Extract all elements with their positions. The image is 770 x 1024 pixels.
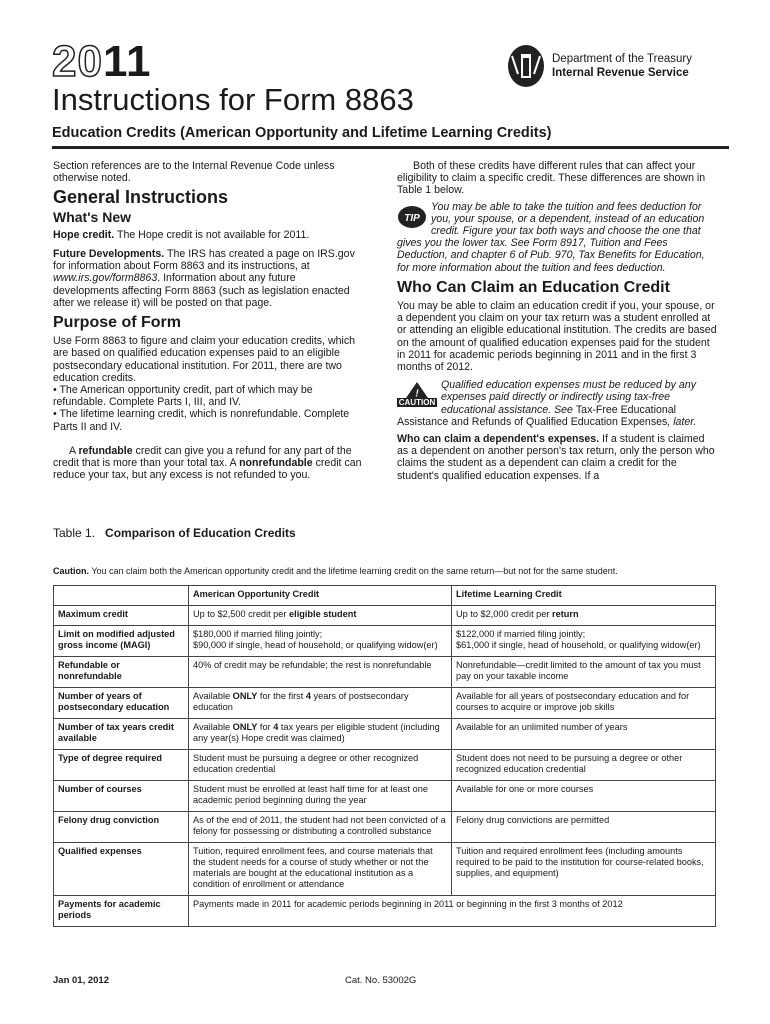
text-segment: Tax-Free Educational Assistance and Refunds of Qualified Education Expenses	[397, 403, 676, 428]
text-segment: Payments made in 2011 for academic periods beginning in 2011 or beginning in the first 3 months of 2012	[193, 899, 623, 909]
general-instructions-heading: General Instructions	[53, 187, 229, 208]
cell-aoc	[189, 626, 452, 657]
cell-aoc	[189, 812, 452, 843]
cell-aoc	[189, 843, 452, 896]
row-label: Number of years of postsecondary education	[54, 688, 189, 719]
cell-aoc	[189, 606, 452, 626]
column-header: Lifetime Learning Credit	[452, 586, 716, 606]
cell-llc	[452, 812, 716, 843]
left-column	[53, 160, 363, 488]
svg-text:TIP: TIP	[404, 212, 420, 224]
text-segment: credit can give you a refund for any part of the credit that is more than your total tax. A	[53, 444, 352, 470]
text-segment: The Hope credit is not available for 2011.	[114, 228, 310, 241]
table-row	[54, 750, 716, 781]
table-row	[54, 657, 716, 688]
table-row	[54, 626, 716, 657]
purpose-text: Use Form 8863 to figure and claim your education credits, which are based on qualified education expenses paid to an eligible postsecondary educational institution. For 2011, there are two education credits.	[53, 335, 356, 384]
row-label: Type of degree required	[54, 750, 189, 781]
text-segment: A	[69, 444, 79, 457]
text-segment: Student does not need to be pursuing a degree or other recognized education credential	[456, 753, 683, 774]
text-segment: tax years per eligible student (including any year(s) Hope credit was claimed)	[193, 722, 440, 743]
text-segment: ONLY	[232, 722, 258, 732]
caution-icon	[397, 382, 437, 407]
cell-aoc	[189, 688, 452, 719]
header-rule	[52, 146, 729, 149]
bullet-llc: • The lifetime learning credit, which is nonrefundable. Complete Parts II and IV.	[53, 408, 350, 433]
text-segment: Tuition and required enrollment fees (including amounts required to be paid to the institution for course-related books, supplies, and equipment)	[456, 846, 704, 878]
row-label: Limit on modified adjusted gross income (MAGI)	[54, 626, 189, 657]
row-label: Maximum credit	[54, 606, 189, 626]
row-label: Felony drug conviction	[54, 812, 189, 843]
text-segment: Available	[193, 691, 233, 701]
table-row	[54, 606, 716, 626]
hope-credit-text	[53, 229, 363, 241]
table-caution	[53, 566, 618, 576]
text-segment: Available for all years of postsecondary education and for courses to acquire or improve job skills	[456, 691, 690, 712]
warning-triangle-icon	[405, 382, 429, 398]
cell-llc	[452, 750, 716, 781]
irs-logo: Department of the Treasury Internal Revenue Service	[506, 44, 692, 88]
text-segment: If a student is claimed as a dependent on another person's tax return, only the person who claims the student as a dependent can claim a credit for the student's qualified education expenses. If a	[397, 433, 715, 482]
row-label: Number of tax years credit available	[54, 719, 189, 750]
cell-aoc	[189, 781, 452, 812]
text-segment: 4	[305, 691, 311, 701]
cell-llc	[452, 606, 716, 626]
text-segment: . Information about any future developments affecting Form 8863 (such as legislation enacted after we release it) will be posted on that page.	[53, 272, 350, 309]
column-header	[54, 586, 189, 606]
whats-new-heading: What's New	[53, 208, 132, 225]
text-segment: Tuition, required enrollment fees, and course materials that the student needs for a course of study whether or not the materials are bought at the educational institution as a condition of enrollment or attendance	[193, 846, 433, 889]
table-row	[54, 719, 716, 750]
caution-note	[397, 379, 717, 428]
text-segment: , later.	[667, 415, 697, 428]
right-intro-text: Both of these credits have different rules that can affect your eligibility to claim a specific credit. These differences are shown in Table 1 below.	[397, 160, 706, 197]
cell-aoc	[189, 719, 452, 750]
text-segment: for	[257, 722, 274, 732]
text-segment: return	[552, 609, 579, 619]
cell-aoc	[189, 657, 452, 688]
row-label: Refundable or nonrefundable	[54, 657, 189, 688]
text-segment: You can claim both the American opportunity credit and the lifetime learning credit on the same return—but not for the same student.	[89, 566, 618, 576]
table-header-row	[54, 586, 716, 606]
cell-llc	[452, 719, 716, 750]
cell-aoc	[189, 750, 452, 781]
text-segment: Who can claim a dependent's expenses.	[397, 433, 600, 446]
table-title: Table 1. Comparison of Education Credits	[53, 526, 296, 540]
dependents-text	[397, 433, 717, 482]
cell-span	[189, 896, 716, 927]
column-header: American Opportunity Credit	[189, 586, 452, 606]
cell-llc	[452, 781, 716, 812]
text-segment: Student must be enrolled at least half time for at least one academic period beginning during the year	[193, 784, 428, 805]
footer-date: Jan 01, 2012	[53, 975, 109, 986]
text-segment: Future Developments.	[53, 248, 165, 261]
who-can-claim-heading: Who Can Claim an Education Credit	[397, 278, 670, 296]
intro-text: Section references are to the Internal Revenue Code unless otherwise noted.	[53, 160, 335, 185]
bullet-aoc: • The American opportunity credit, part of which may be refundable. Complete Parts I, III, and IV.	[53, 384, 313, 409]
text-segment: Available for an unlimited number of years	[456, 722, 628, 732]
text-segment: $180,000 if married filing jointly; $90,000 if single, head of household, or qualifying widow(er)	[193, 629, 438, 650]
text-segment: Caution.	[53, 566, 89, 576]
text-segment: Felony drug convictions are permitted	[456, 815, 610, 825]
irs-eagle-icon	[506, 44, 546, 88]
text-segment: Available for one or more courses	[456, 784, 594, 794]
who-can-claim-text: You may be able to claim an education credit if you, your spouse, or a dependent you claim on your tax return was a student enrolled at or attending an eligible educational institution. The credits are based on the amount of qualified education expenses paid for the student in 2011 for academic periods beginning in 2011 and in the first 3 months of 2012.	[397, 300, 717, 374]
tip-icon	[397, 205, 427, 229]
cell-llc	[452, 626, 716, 657]
refundable-text	[53, 445, 363, 482]
text-segment: As of the end of 2011, the student had not been convicted of a felony for possessing or distributing a controlled substance	[193, 815, 446, 836]
tip-note: TIP You may be able to take the tuition and fees deduction for you, your spouse, or a dependent, instead of an education credit. Figure your tax both ways and choose the one that gives you the lower tax. See Form 8917, Tuition and Fees Deduction, and chapter 6 of Pub. 970, Tax Benefits for Education, for more information about the tuition and fees deduction.	[397, 200, 705, 274]
page-subtitle: Education Credits (American Opportunity and Lifetime Learning Credits)	[52, 125, 552, 141]
form-year: 2011	[52, 37, 152, 86]
table-row	[54, 843, 716, 896]
text-segment: years of postsecondary education	[193, 691, 409, 712]
comparison-table	[53, 585, 716, 927]
svg-text:!: !	[415, 388, 419, 399]
future-developments-text	[53, 248, 363, 309]
text-segment: ONLY	[232, 691, 258, 701]
text-segment: Up to $2,500 credit per	[193, 609, 290, 619]
row-label: Number of courses	[54, 781, 189, 812]
text-segment: eligible student	[289, 609, 357, 619]
row-label: Payments for academic periods	[54, 896, 189, 927]
text-segment: www.irs.gov/form8863	[53, 272, 158, 285]
text-segment: 4	[273, 722, 279, 732]
table-row	[54, 896, 716, 927]
text-segment: for the first	[257, 691, 306, 701]
text-segment: Student must be pursuing a degree or other recognized education credential	[193, 753, 419, 774]
cell-llc	[452, 657, 716, 688]
cell-llc	[452, 843, 716, 896]
text-segment: credit can reduce your tax, but any excess is not refunded to you.	[53, 457, 362, 482]
cell-llc	[452, 688, 716, 719]
row-label: Qualified expenses	[54, 843, 189, 896]
text-segment: nonrefundable	[239, 457, 313, 470]
text-segment: Up to $2,000 credit per	[456, 609, 553, 619]
table-row	[54, 812, 716, 843]
table-row	[54, 688, 716, 719]
text-segment: The IRS has created a page on IRS.gov for information about Form 8863 and its instructions, at	[53, 248, 355, 273]
footer-cat-no: Cat. No. 53002G	[345, 975, 417, 986]
table-row	[54, 781, 716, 812]
right-column	[397, 160, 717, 489]
text-segment: Qualified education expenses must be reduced by any expenses paid directly or indirectly using tax-free educational assistance. See	[441, 379, 697, 416]
text-segment: Available	[193, 722, 233, 732]
text-segment: $122,000 if married filing jointly; $61,000 if single, head of household, or qualifying widow(er)	[456, 629, 701, 650]
page-title: Instructions for Form 8863	[52, 82, 414, 117]
purpose-heading: Purpose of Form	[53, 314, 182, 332]
text-segment: refundable	[78, 444, 133, 457]
text-segment: Nonrefundable—credit limited to the amount of tax you must pay on your taxable income	[456, 660, 701, 681]
text-segment: 40% of credit may be refundable; the rest is nonrefundable	[193, 660, 432, 670]
text-segment: Hope credit.	[53, 228, 115, 241]
caution-label: CAUTION	[398, 398, 436, 408]
